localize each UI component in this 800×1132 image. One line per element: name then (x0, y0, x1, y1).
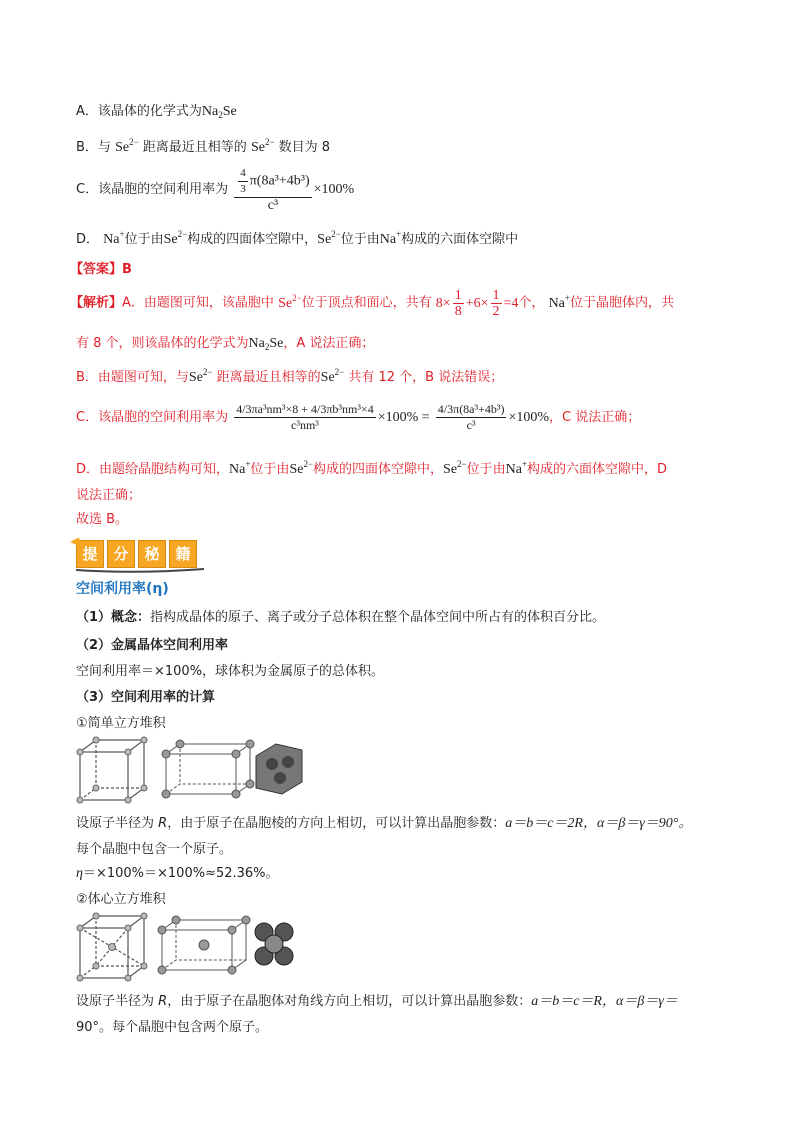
option-b: B．与 $Se^{2-}$ 距离最近且相等的 $Se^{2-}$ 数目为 8 (76, 137, 331, 155)
s1-text1: 设原子半径为 R，由于原子在晶胞棱的方向上相切，可以计算出晶胞参数：a＝b＝c＝2R，α＝β＝γ＝90°。 (76, 816, 693, 831)
banner-char: 分 (107, 540, 135, 568)
formula-na2se: $Na_2Se$ (201, 104, 237, 120)
s1-text3: η＝×100%＝×100%≈52.36%。 (76, 866, 279, 881)
tips-banner (70, 534, 206, 570)
s2-title: ②体心立方堆积 (76, 892, 166, 907)
option-c-fraction: $\frac{4}{3}$ π(8a³+4b³) c³ (234, 166, 311, 213)
tips-p1: （1）概念：指构成晶体的原子、离子或分子总体积在整个晶体空间中所占有的体积百分比。 (76, 610, 606, 625)
tips-p2: （2）金属晶体空间利用率 (76, 638, 229, 653)
analysis-c-fraction1: $\frac{\text{4/3πa³nm³×8 + 4/3πb³nm³×4}}{\text{c³nm³}}$ (236, 402, 374, 432)
speaker-icon: ◀ (70, 534, 80, 548)
banner-char: 提 (76, 540, 104, 568)
simple-cubic-figure (76, 736, 346, 804)
tips-p3: （3）空间利用率的计算 (76, 690, 216, 705)
option-c: C．该晶胞的空间利用率为 $\frac{4}{3}$ π(8a³+4b³) c³ ×100% (76, 167, 355, 213)
banner-swoosh-icon (76, 566, 206, 574)
banner-char: 籍 (169, 540, 197, 568)
analysis-d-line1: D．由题给晶胞结构可知，Na+位于由$Se^{2-}$构成的四面体空隙中，$Se^{2-}$位于由Na+构成的六面体空隙中，D (76, 459, 668, 477)
answer-line: 【答案】B (70, 262, 132, 277)
analysis-conclusion: 故选 B。 (76, 512, 129, 527)
bcc-figure (76, 910, 346, 982)
analysis-d-line2: 说法正确； (76, 488, 142, 503)
analysis-a-line2: 有 8 个，则该晶体的化学式为$Na_2Se$，A 说法正确； (76, 336, 375, 352)
analysis-b: B．由题图可知，与$Se^{2-}$ 距离最近且相等的$Se^{2-}$ 共有 12 个，B 说法错误； (76, 367, 504, 385)
analysis-a-line1: 【解析】A．由题图可知，该晶胞中 $Se^{2-}$位于顶点和面心，共有 8× $\frac{1}{8}$ +6× $\frac{1}{2}$ =4个， Na+位于晶胞体内，共 (70, 288, 674, 319)
s2-text2: 90°。每个晶胞中包含两个原子。 (76, 1020, 269, 1035)
s2-text1: 设原子半径为 R，由于原子在晶胞体对角线方向上相切，可以计算出晶胞参数：a＝b＝c＝R，α＝β＝γ＝ (76, 994, 678, 1009)
s1-title: ①简单立方堆积 (76, 716, 166, 731)
tips-title: 空间利用率(η) (76, 581, 169, 597)
option-d: D． Na+位于由$Se^{2-}$构成的四面体空隙中，$Se^{2-}$位于由Na+构成的六面体空隙中 (76, 229, 519, 247)
banner-char: 秘 (138, 540, 166, 568)
analysis-c: C．该晶胞的空间利用率为 $\frac{\text{4/3πa³nm³×8 + 4/3πb³nm³×4}}{\text{c³nm³}}$ ×100% = $\frac{\text{4/3π(8a³+4b³)}}{\text{c³}}$ ×100%，C 说法正确； (76, 402, 641, 432)
analysis-c-fraction2: $\frac{\text{4/3π(8a³+4b³)}}{\text{c³}}$ (437, 402, 505, 432)
s1-text2: 每个晶胞中包含一个原子。 (76, 842, 233, 857)
option-a: A．该晶体的化学式为$Na_2Se$ (76, 104, 237, 120)
tips-p2-body: 空间利用率＝×100%，球体积为金属原子的总体积。 (76, 664, 385, 679)
